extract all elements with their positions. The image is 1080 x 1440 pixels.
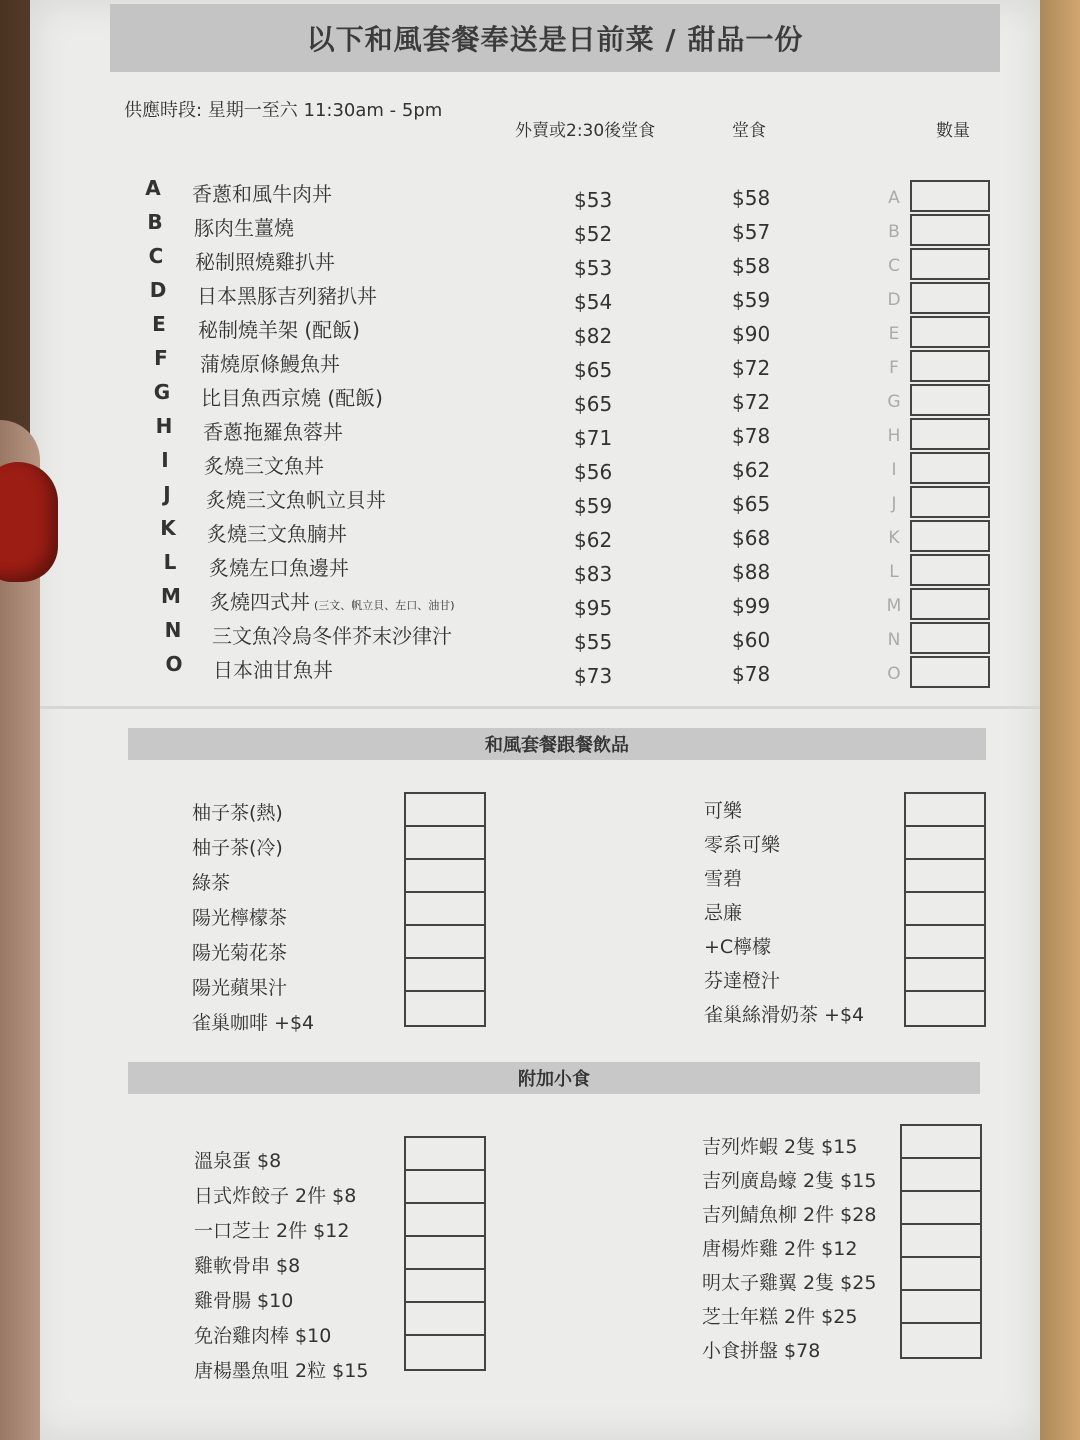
quantity-box[interactable] [406, 794, 484, 827]
meal-code: A [145, 176, 161, 200]
dinein-price: $99 [732, 594, 771, 618]
column-takeaway-header: 外賣或2:30後堂食 [515, 121, 656, 141]
snack-item: 小食拼盤 $78 [702, 1340, 821, 1362]
quantity-box[interactable] [406, 1336, 484, 1369]
takeaway-price: $52 [574, 222, 613, 246]
drink-item: 陽光菊花茶 [192, 942, 288, 964]
quantity-box[interactable] [902, 1324, 980, 1357]
menu-title: 以下和風套餐奉送是日前菜 / 甜品一份 [306, 23, 804, 56]
meal-name: 日本黑豚吉列豬扒丼 [197, 284, 377, 308]
quantity-box[interactable] [902, 1192, 980, 1225]
quantity-box[interactable] [906, 794, 984, 827]
quantity-box[interactable] [406, 1303, 484, 1336]
quantity-box[interactable] [406, 1138, 484, 1171]
dinein-price: $58 [732, 186, 771, 210]
dinein-price: $78 [732, 662, 771, 686]
meal-code: D [149, 278, 167, 302]
snack-item: 日式炸餃子 2件 $8 [194, 1185, 357, 1207]
qty-row-code: F [889, 358, 899, 378]
quantity-box[interactable] [406, 926, 484, 959]
meal-name: 三文魚冷烏冬伴芥末沙律汁 [212, 624, 452, 648]
red-fingernail [0, 462, 58, 582]
qty-row-code: E [888, 324, 900, 344]
meal-name: 炙燒左口魚邊丼 [209, 556, 349, 580]
meal-name: 香蔥和風牛肉丼 [192, 182, 332, 206]
quantity-box[interactable] [910, 350, 990, 382]
meal-name: 炙燒三文魚帆立貝丼 [206, 488, 386, 512]
dinein-price: $68 [732, 526, 771, 550]
meal-name: 秘制燒羊架 (配飯) [198, 318, 360, 342]
quantity-box[interactable] [906, 827, 984, 860]
quantity-box[interactable] [910, 316, 990, 348]
dinein-price: $60 [732, 628, 771, 652]
dinein-price: $62 [732, 458, 771, 482]
meal-code: N [164, 618, 182, 642]
quantity-box[interactable] [906, 992, 984, 1025]
meal-code: H [155, 414, 173, 438]
qty-row-code: B [888, 222, 900, 242]
meal-code: C [148, 244, 164, 268]
meal-name: 蒲燒原條鰻魚丼 [200, 352, 340, 376]
quantity-box[interactable] [902, 1126, 980, 1159]
qty-row-code: H [887, 426, 901, 446]
quantity-box[interactable] [910, 554, 990, 586]
drink-qty-boxes-left [404, 792, 486, 1027]
snack-item: 吉列廣島蠔 2隻 $15 [702, 1170, 877, 1192]
meal-code: E [152, 312, 166, 336]
qty-row-code: G [887, 392, 901, 412]
supply-hours: 供應時段: 星期一至六 11:30am - 5pm [124, 100, 443, 121]
quantity-box[interactable] [910, 384, 990, 416]
dinein-price: $90 [732, 322, 771, 346]
quantity-box[interactable] [406, 893, 484, 926]
takeaway-price: $55 [574, 630, 613, 654]
meal-code: B [147, 210, 163, 234]
takeaway-price: $62 [574, 528, 613, 552]
quantity-box[interactable] [910, 588, 990, 620]
qty-row-code: A [888, 188, 900, 208]
qty-row-code: M [886, 596, 902, 616]
drink-item: 零系可樂 [704, 834, 781, 856]
column-quantity-header: 數量 [936, 121, 970, 141]
drink-item: 忌廉 [704, 902, 743, 924]
dinein-price: $72 [732, 356, 771, 380]
drink-item: 雪碧 [704, 868, 743, 890]
dinein-price: $57 [732, 220, 771, 244]
dinein-price: $78 [732, 424, 771, 448]
quantity-box[interactable] [910, 180, 990, 212]
snack-item: 芝士年糕 2件 $25 [702, 1306, 858, 1328]
drink-item: 芬達橙汁 [704, 970, 781, 992]
meal-code: K [160, 516, 176, 540]
meal-code: O [165, 652, 183, 676]
drink-item: 可樂 [704, 800, 743, 822]
drink-item: +C檸檬 [704, 936, 772, 958]
menu-title-banner [110, 4, 1000, 72]
snack-qty-boxes-right [900, 1124, 982, 1359]
snack-item: 明太子雞翼 2隻 $25 [702, 1272, 877, 1294]
drink-item: 雀巢咖啡 +$4 [192, 1012, 315, 1034]
quantity-box[interactable] [910, 656, 990, 688]
drink-item: 柚子茶(熱) [192, 802, 283, 824]
quantity-box[interactable] [406, 827, 484, 860]
meal-name: 炙燒三文魚丼 [204, 454, 324, 478]
drink-item: 陽光蘋果汁 [192, 977, 288, 999]
meal-name: 炙燒四式丼 (三文、帆立貝、左口、油甘) [210, 590, 455, 614]
takeaway-price: $56 [574, 460, 613, 484]
drinks-section-title: 和風套餐跟餐飲品 [485, 735, 629, 756]
qty-row-code: C [888, 256, 900, 276]
qty-row-code: D [887, 290, 901, 310]
meal-code: G [153, 380, 171, 404]
snack-item: 雞軟骨串 $8 [194, 1255, 301, 1277]
quantity-box[interactable] [910, 452, 990, 484]
column-dinein-header: 堂食 [732, 121, 766, 141]
drink-item: 柚子茶(冷) [192, 837, 283, 859]
quantity-box[interactable] [406, 1237, 484, 1270]
quantity-box[interactable] [902, 1225, 980, 1258]
snacks-section-title: 附加小食 [518, 1069, 590, 1090]
dinein-price: $72 [732, 390, 771, 414]
snack-item: 唐楊墨魚咀 2粒 $15 [194, 1360, 369, 1382]
takeaway-price: $82 [574, 324, 613, 348]
meal-name: 秘制照燒雞扒丼 [195, 250, 335, 274]
dinein-price: $58 [732, 254, 771, 278]
qty-row-code: J [891, 494, 897, 514]
quantity-box[interactable] [910, 282, 990, 314]
qty-row-code: N [887, 630, 901, 650]
drink-item: 綠茶 [192, 872, 231, 894]
takeaway-price: $65 [574, 358, 613, 382]
paper-fold-line [30, 706, 1040, 709]
quantity-box[interactable] [910, 486, 990, 518]
quantity-box[interactable] [406, 1270, 484, 1303]
quantity-box[interactable] [406, 992, 484, 1025]
qty-row-code: K [888, 528, 900, 548]
meal-code: J [163, 482, 171, 506]
quantity-box[interactable] [406, 1204, 484, 1237]
drink-item: 陽光檸檬茶 [192, 907, 288, 929]
dinein-price: $88 [732, 560, 771, 584]
meal-name: 炙燒三文魚腩丼 [207, 522, 347, 546]
quantity-box[interactable] [902, 1258, 980, 1291]
snack-item: 免治雞肉棒 $10 [194, 1325, 332, 1347]
quantity-box[interactable] [906, 860, 984, 893]
snack-item: 吉列炸蝦 2隻 $15 [702, 1136, 858, 1158]
drink-qty-boxes-right [904, 792, 986, 1027]
drink-item: 雀巢絲滑奶茶 +$4 [704, 1004, 865, 1026]
takeaway-price: $65 [574, 392, 613, 416]
quantity-box[interactable] [910, 418, 990, 450]
meal-code: I [161, 448, 169, 472]
meal-code: F [154, 346, 168, 370]
snack-qty-boxes-left [404, 1136, 486, 1371]
meal-code: L [163, 550, 177, 574]
quantity-box[interactable] [406, 959, 484, 992]
quantity-box[interactable] [910, 248, 990, 280]
takeaway-price: $54 [574, 290, 613, 314]
takeaway-price: $83 [574, 562, 613, 586]
snack-item: 唐楊炸雞 2件 $12 [702, 1238, 858, 1260]
quantity-box[interactable] [910, 214, 990, 246]
quantity-box[interactable] [910, 520, 990, 552]
snack-item: 溫泉蛋 $8 [194, 1150, 282, 1172]
meal-name: 香蔥拖羅魚蓉丼 [203, 420, 343, 444]
meal-name: 豚肉生薑燒 [194, 216, 294, 240]
takeaway-price: $53 [574, 256, 613, 280]
quantity-box[interactable] [406, 860, 484, 893]
dinein-price: $59 [732, 288, 771, 312]
snack-item: 一口芝士 2件 $12 [194, 1220, 350, 1242]
meal-code: M [161, 584, 181, 608]
quantity-box[interactable] [406, 1171, 484, 1204]
qty-row-code: I [891, 460, 897, 480]
qty-row-code: O [887, 664, 901, 684]
quantity-box[interactable] [906, 959, 984, 992]
quantity-box[interactable] [910, 622, 990, 654]
quantity-box[interactable] [906, 893, 984, 926]
snacks-section-bar [128, 1062, 980, 1094]
takeaway-price: $71 [574, 426, 613, 450]
dinein-price: $65 [732, 492, 771, 516]
quantity-box[interactable] [906, 926, 984, 959]
takeaway-price: $59 [574, 494, 613, 518]
quantity-box[interactable] [902, 1159, 980, 1192]
meal-name: 比目魚西京燒 (配飯) [201, 386, 383, 410]
meal-note: (三文、帆立貝、左口、油甘) [314, 599, 455, 612]
takeaway-price: $73 [574, 664, 613, 688]
quantity-box[interactable] [902, 1291, 980, 1324]
drinks-section-bar [128, 728, 986, 760]
meal-name: 日本油甘魚丼 [213, 658, 333, 682]
takeaway-price: $95 [574, 596, 613, 620]
snack-item: 吉列鯖魚柳 2件 $28 [702, 1204, 877, 1226]
menu-paper [30, 0, 1040, 1440]
takeaway-price: $53 [574, 188, 613, 212]
qty-row-code: L [889, 562, 899, 582]
snack-item: 雞骨腸 $10 [194, 1290, 294, 1312]
